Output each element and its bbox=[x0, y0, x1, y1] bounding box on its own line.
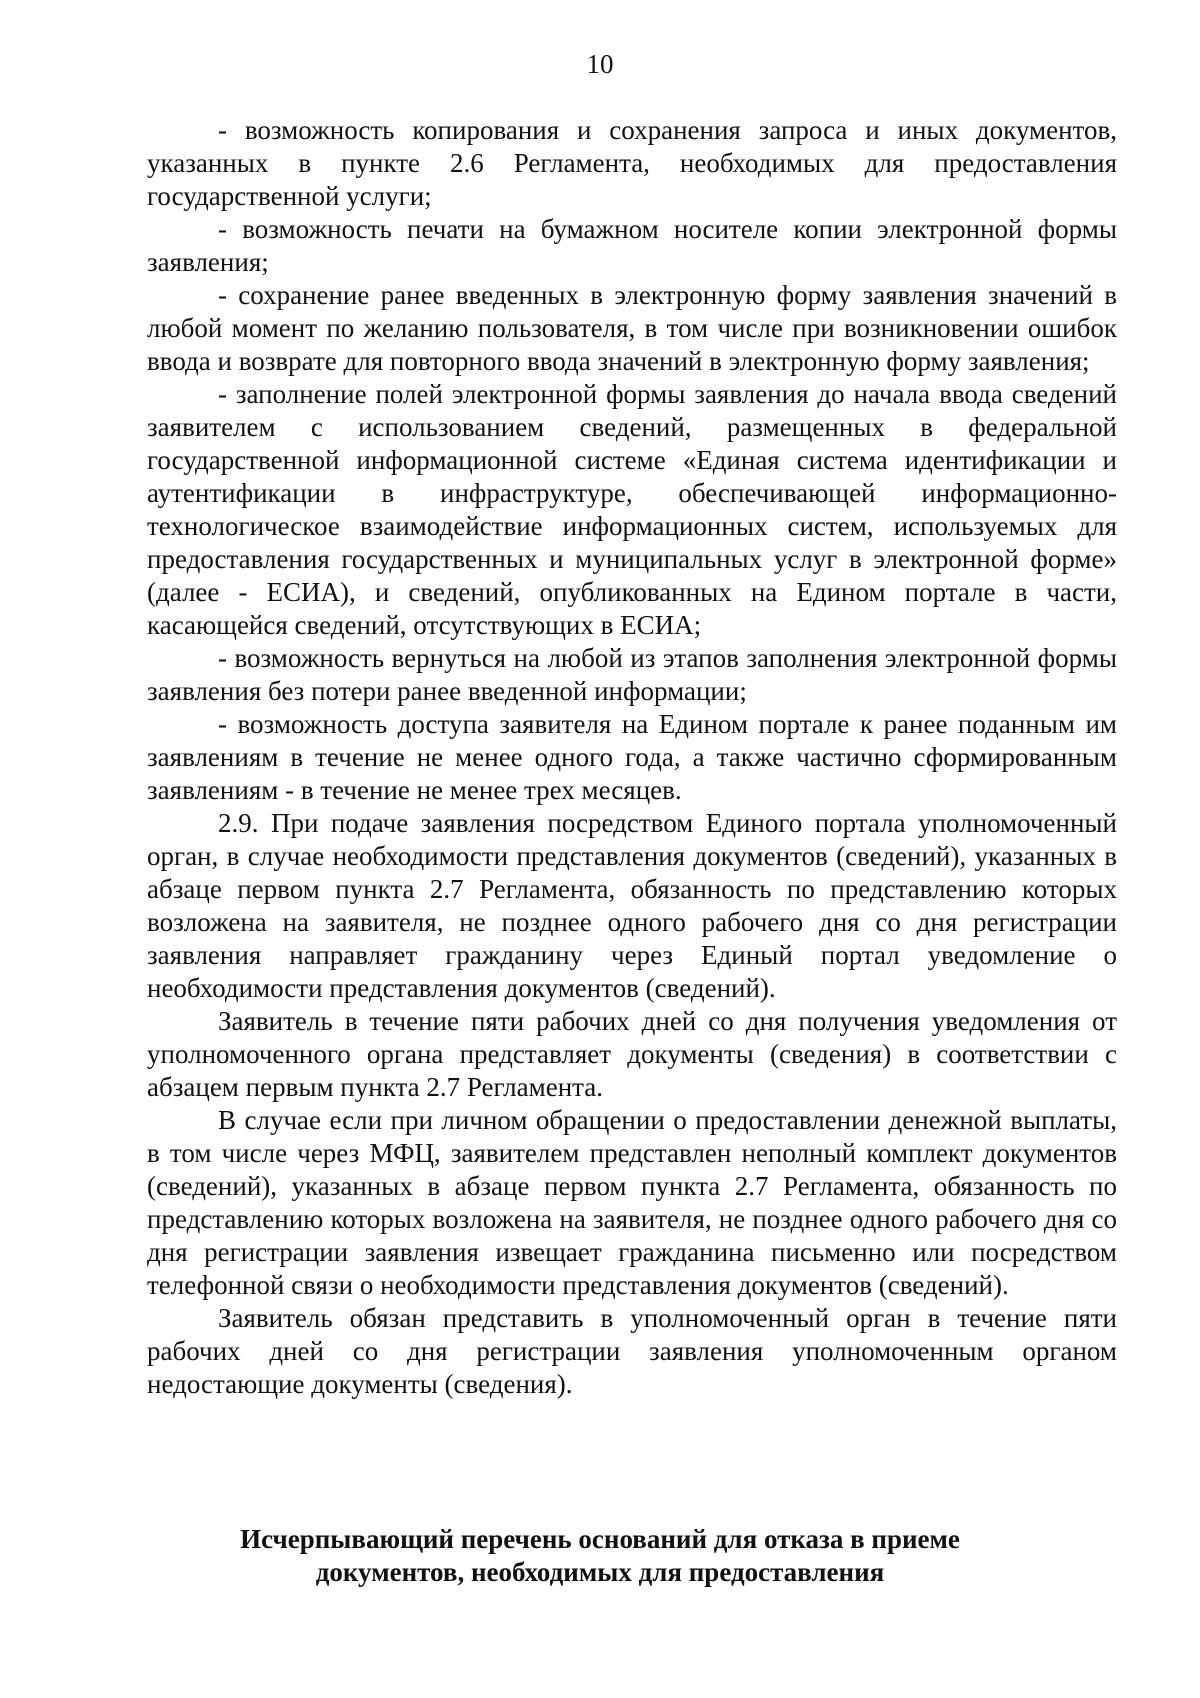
paragraph-return-to-step: - возможность вернуться на любой из этапов заполнения электронной формы заявления без потери ранее введенной информации; bbox=[147, 643, 1117, 706]
paragraph-esia-prefill: - заполнение полей электронной формы заявления до начала ввода сведений заявителем с использованием сведений, размещенных в федеральной государственной информационной системе «Единая система идентификации и аутентификации в инфраструктуре, обеспечивающей информационно-технологическое взаимодействие информационных систем, используемых для предоставления государственных и муниципальных услуг в электронной форме» (далее - ЕСИА), и сведений, опубликованных на Едином портале в части, касающейся сведений, отсутствующих в ЕСИА; bbox=[147, 379, 1117, 640]
paragraph-2-9: 2.9. При подаче заявления посредством Единого портала уполномоченный орган, в случае необходимости представления документов (сведений), указанных в абзаце первом пункта 2.7 Регламента, обязанность по представлению которых возложена на заявителя, не позднее одного рабочего дня со дня регистрации заявления направляет гражданину через Единый портал уведомление о необходимости представления документов (сведений). bbox=[147, 808, 1117, 1003]
paragraph-print: - возможность печати на бумажном носителе копии электронной формы заявления; bbox=[147, 214, 1117, 277]
section-heading-line-2: документов, необходимых для предоставления bbox=[315, 1557, 885, 1587]
document-body bbox=[147, 114, 1117, 1401]
page-number: 10 bbox=[586, 49, 614, 79]
paragraph-access-applications: - возможность доступа заявителя на Едином портале к ранее поданным им заявлениям в течение не менее одного года, а также частично сформированным заявлениям - в течение не менее трех месяцев. bbox=[147, 709, 1117, 805]
paragraph-copy-save: - возможность копирования и сохранения запроса и иных документов, указанных в пункте 2.6 Регламента, необходимых для предоставления государственной услуги; bbox=[147, 115, 1117, 211]
paragraph-save-values: - сохранение ранее введенных в электронную форму заявления значений в любой момент по желанию пользователя, в том числе при возникновении ошибок ввода и возврате для повторного ввода значений в электронную форму заявления; bbox=[147, 280, 1117, 376]
section-heading bbox=[0, 1523, 1200, 1589]
paragraph-applicant-obliged: Заявитель обязан представить в уполномоченный орган в течение пяти рабочих дней со дня регистрации заявления уполномоченным органом недостающие документы (сведения). bbox=[147, 1303, 1117, 1399]
paragraph-applicant-five-days: Заявитель в течение пяти рабочих дней со дня получения уведомления от уполномоченного органа представляет документы (сведения) в соответствии с абзацем первым пункта 2.7 Регламента. bbox=[147, 1006, 1117, 1102]
section-heading-line-1: Исчерпывающий перечень оснований для отказа в приеме bbox=[240, 1524, 960, 1554]
paragraph-personal-appeal: В случае если при личном обращении о предоставлении денежной выплаты, в том числе через МФЦ, заявителем представлен неполный комплект документов (сведений), указанных в абзаце первом пункта 2.7 Регламента, обязанность по представлению которых возложена на заявителя, не позднее одного рабочего дня со дня регистрации заявления извещает гражданина письменно или посредством телефонной связи о необходимости представления документов (сведений). bbox=[147, 1105, 1117, 1300]
